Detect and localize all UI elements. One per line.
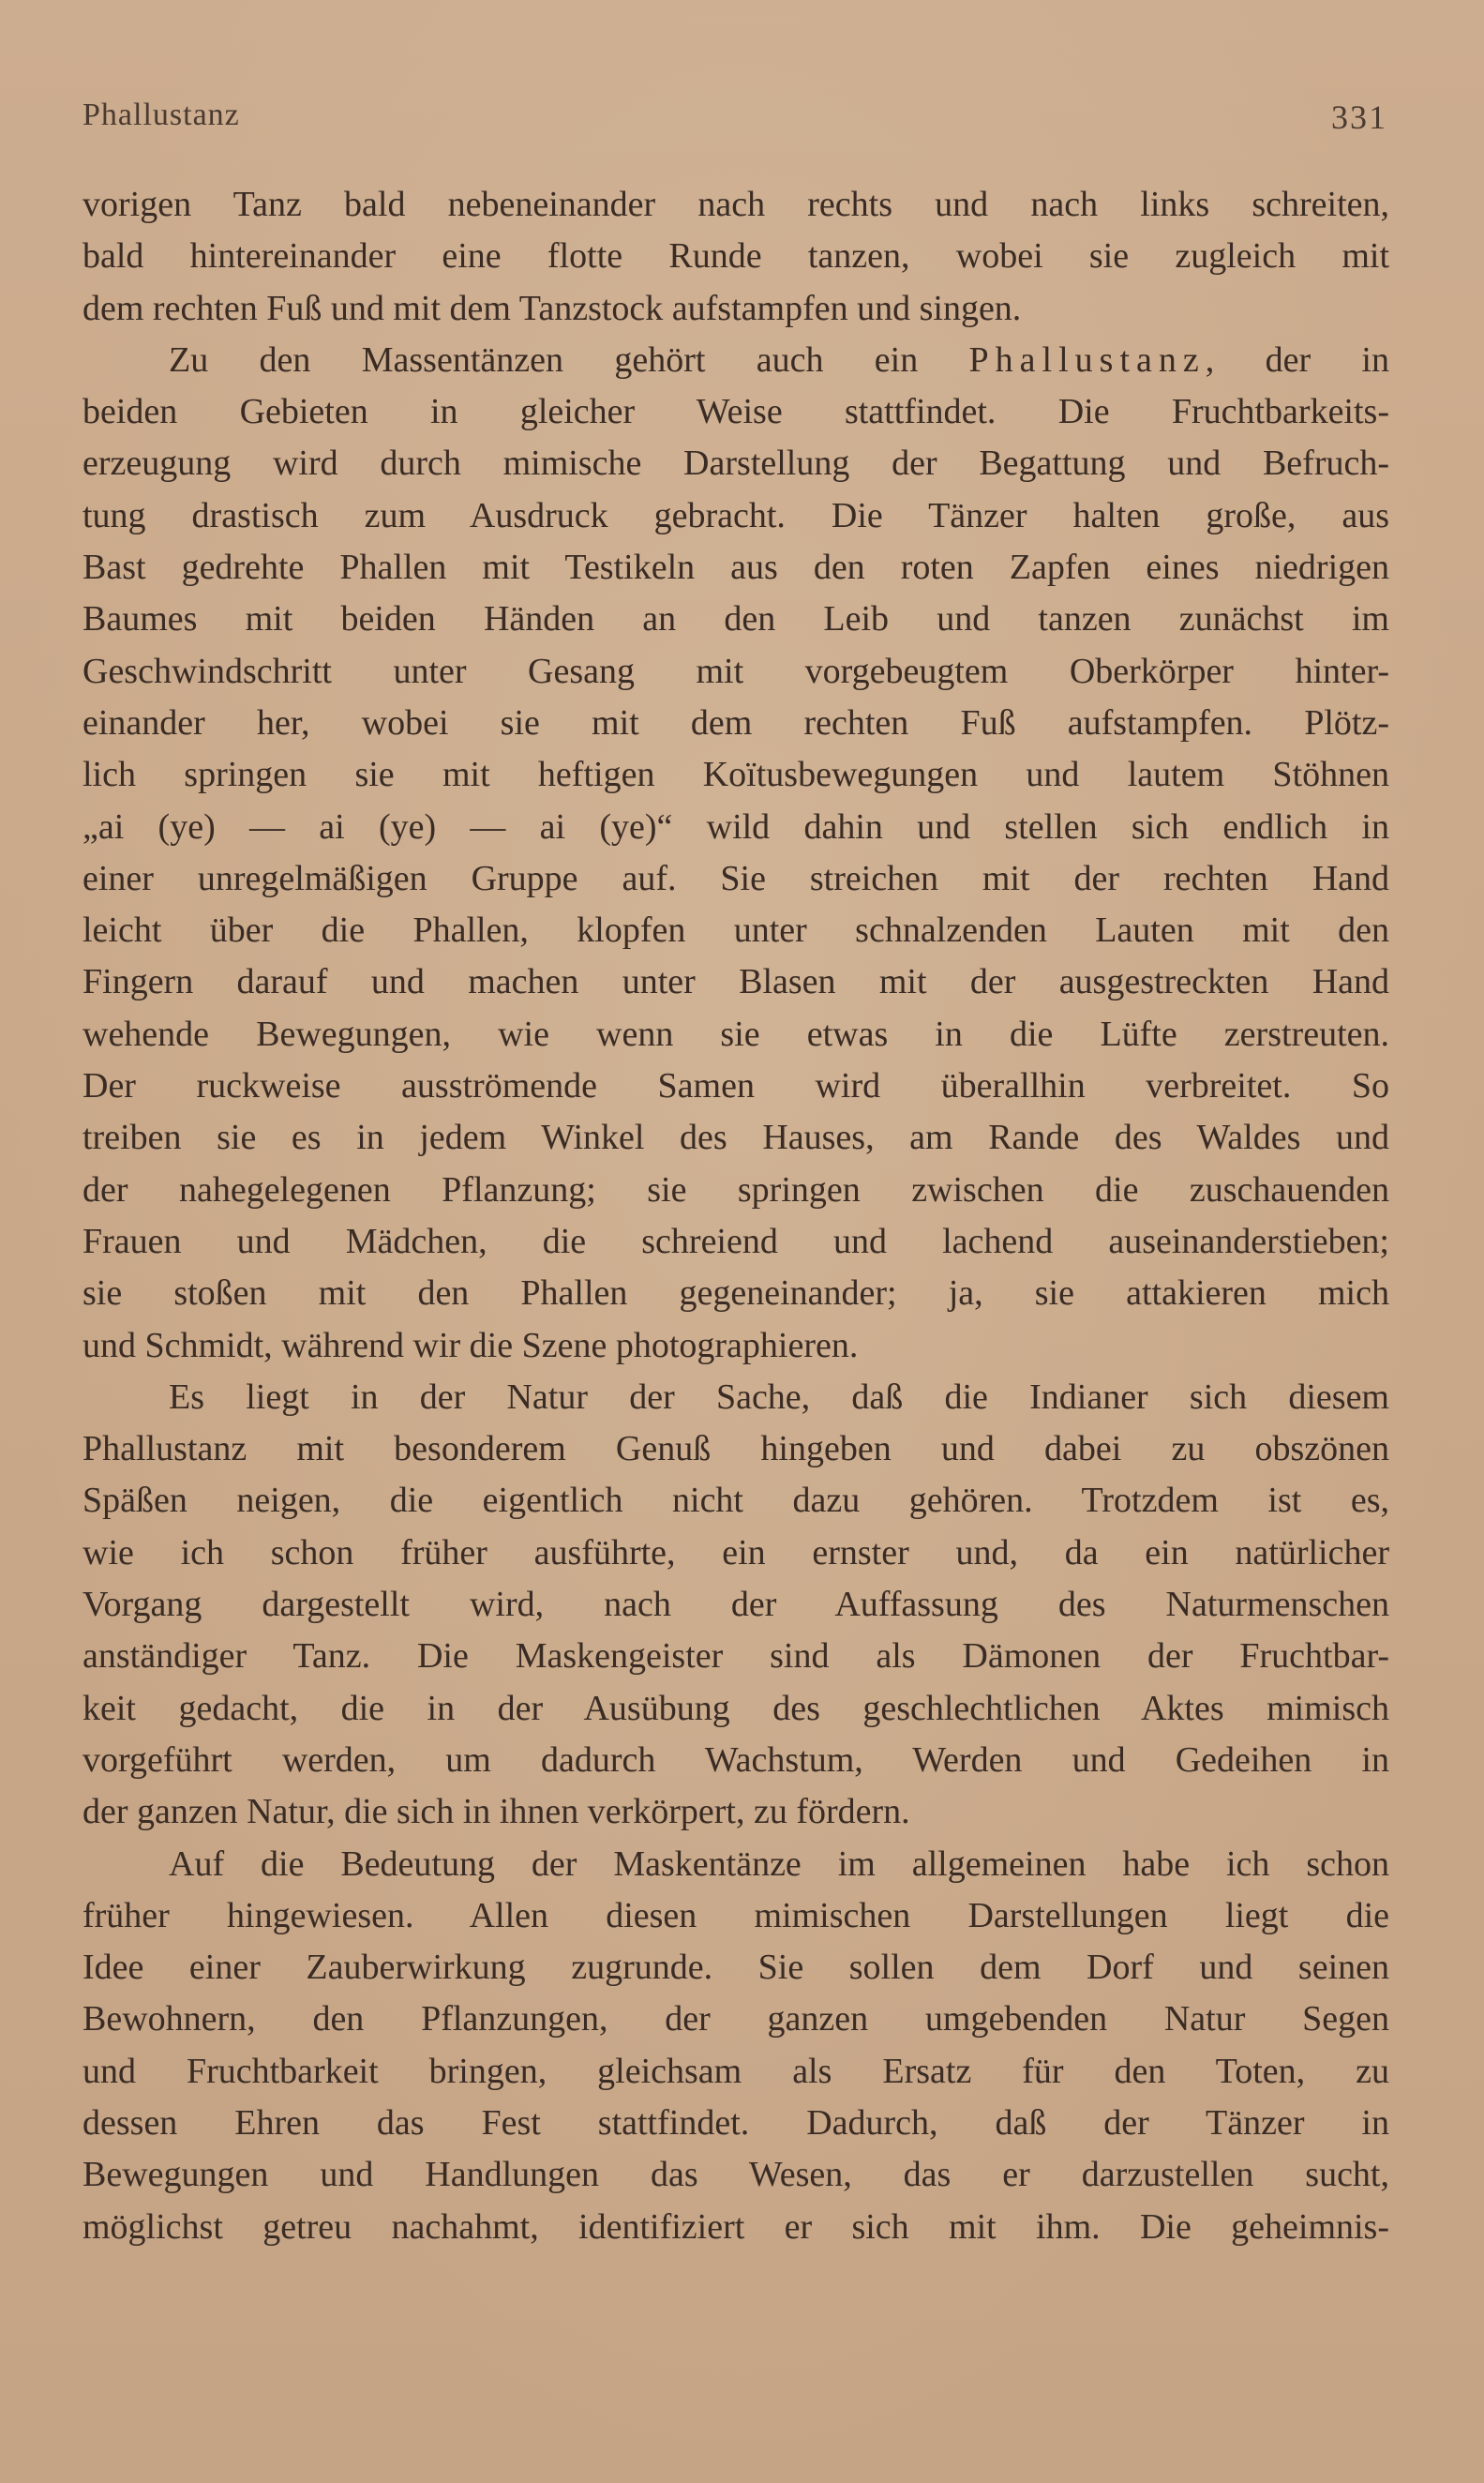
text-line: und Schmidt, während wir die Szene photographieren. bbox=[82, 1325, 859, 1365]
text-segment: , der in bbox=[1205, 339, 1389, 380]
text-line: früher hingewiesen. Allen diesen mimischen Darstellungen liegt die bbox=[82, 1895, 1389, 1935]
text-line: tung drastisch zum Ausdruck gebracht. Die Tänzer halten große, aus bbox=[82, 495, 1389, 535]
text-line bbox=[82, 335, 1389, 386]
text-line: beiden Gebieten in gleicher Weise stattfindet. Die Fruchtbarkeits- bbox=[82, 392, 1389, 432]
text-line: Vorgang dargestellt wird, nach der Auffassung des Naturmenschen bbox=[82, 1585, 1389, 1625]
text-line: sie stoßen mit den Phallen gegeneinander; ja, sie attakieren mich bbox=[82, 1273, 1389, 1314]
text-line: Phallustanz mit besonderem Genuß hingeben und dabei zu obszönen bbox=[82, 1429, 1389, 1469]
text-line: Auf die Bedeutung der Maskentänze im allgemeinen habe ich schon bbox=[169, 1843, 1389, 1884]
text-line: Baumes mit beiden Händen an den Leib und tanzen zunächst im bbox=[82, 599, 1389, 640]
text-line: Fingern darauf und machen unter Blasen mit der ausgestreckten Hand bbox=[82, 962, 1389, 1002]
text-line: lich springen sie mit heftigen Koïtusbewegungen und lautem Stöhnen bbox=[82, 755, 1389, 795]
text-line: vorigen Tanz bald nebeneinander nach rechts und nach links schreiten, bbox=[82, 185, 1389, 224]
text-line: Geschwindschritt unter Gesang mit vorgebeugtem Oberkörper hinter- bbox=[82, 651, 1389, 691]
text-line: Späßen neigen, die eigentlich nicht dazu gehören. Trotzdem ist es, bbox=[82, 1481, 1389, 1521]
text-line: dessen Ehren das Fest stattfindet. Dadurch, daß der Tänzer in bbox=[82, 2102, 1389, 2143]
text-line: anständiger Tanz. Die Maskengeister sind als Dämonen der Fruchtbar- bbox=[82, 1636, 1389, 1677]
text-line: vorgeführt werden, um dadurch Wachstum, Werden und Gedeihen in bbox=[82, 1739, 1389, 1780]
text-line: dem rechten Fuß und mit dem Tanzstock aufstampfen und singen. bbox=[82, 288, 1022, 328]
text-line: Idee einer Zauberwirkung zugrunde. Sie sollen dem Dorf und seinen bbox=[82, 1948, 1389, 1988]
text-line: der ganzen Natur, die sich in ihnen verkörpert, zu fördern. bbox=[82, 1792, 910, 1832]
text-line: der nahegelegenen Pflanzung; sie springen zwischen die zuschauenden bbox=[82, 1169, 1389, 1210]
body-text bbox=[82, 179, 1389, 2253]
text-line: Bewegungen und Handlungen das Wesen, das er darzustellen sucht, bbox=[82, 2155, 1389, 2195]
text-line: einander her, wobei sie mit dem rechten Fuß aufstampfen. Plötz- bbox=[82, 702, 1389, 743]
text-line: treiben sie es in jedem Winkel des Hauses, am Rande des Waldes und bbox=[82, 1118, 1389, 1158]
text-line: einer unregelmäßigen Gruppe auf. Sie streichen mit der rechten Hand bbox=[82, 858, 1389, 898]
text-line: Bewohnern, den Pflanzungen, der ganzen umgebenden Natur Segen bbox=[82, 1999, 1389, 2039]
text-line: möglichst getreu nachahmt, identifiziert er sich mit ihm. Die geheimnis- bbox=[82, 2206, 1389, 2247]
spaced-term: Phallustanz bbox=[968, 339, 1206, 380]
page-number: 331 bbox=[1331, 98, 1387, 136]
text-line: Frauen und Mädchen, die schreiend und lachend auseinanderstieben; bbox=[82, 1221, 1389, 1261]
text-line: keit gedacht, die in der Ausübung des geschlechtlichen Aktes mimisch bbox=[82, 1688, 1389, 1728]
text-line: leicht über die Phallen, klopfen unter schnalzenden Lauten mit den bbox=[82, 910, 1389, 951]
text-segment: Zu den Massentänzen gehört auch ein bbox=[169, 339, 969, 380]
text-line: wie ich schon früher ausführte, ein ernster und, da ein natürlicher bbox=[82, 1532, 1389, 1573]
text-line: Bast gedrehte Phallen mit Testikeln aus den roten Zapfen eines niedrigen bbox=[82, 548, 1389, 588]
text-line: wehende Bewegungen, wie wenn sie etwas in die Lüfte zerstreuten. bbox=[82, 1014, 1389, 1054]
text-line: Der ruckweise ausströmende Samen wird überallhin verbreitet. So bbox=[82, 1066, 1389, 1106]
text-line: Es liegt in der Natur der Sache, daß die Indianer sich diesem bbox=[169, 1377, 1389, 1417]
running-head: Phallustanz bbox=[82, 98, 240, 132]
page-header bbox=[82, 98, 1387, 143]
text-line: erzeugung wird durch mimische Darstellung der Begattung und Befruch- bbox=[82, 444, 1389, 484]
text-line: „ai (ye) — ai (ye) — ai (ye)“ wild dahin und stellen sich endlich in bbox=[82, 806, 1389, 847]
text-line: und Fruchtbarkeit bringen, gleichsam als Ersatz für den Toten, zu bbox=[82, 2051, 1389, 2091]
text-line: bald hintereinander eine flotte Runde tanzen, wobei sie zugleich mit bbox=[82, 236, 1389, 277]
